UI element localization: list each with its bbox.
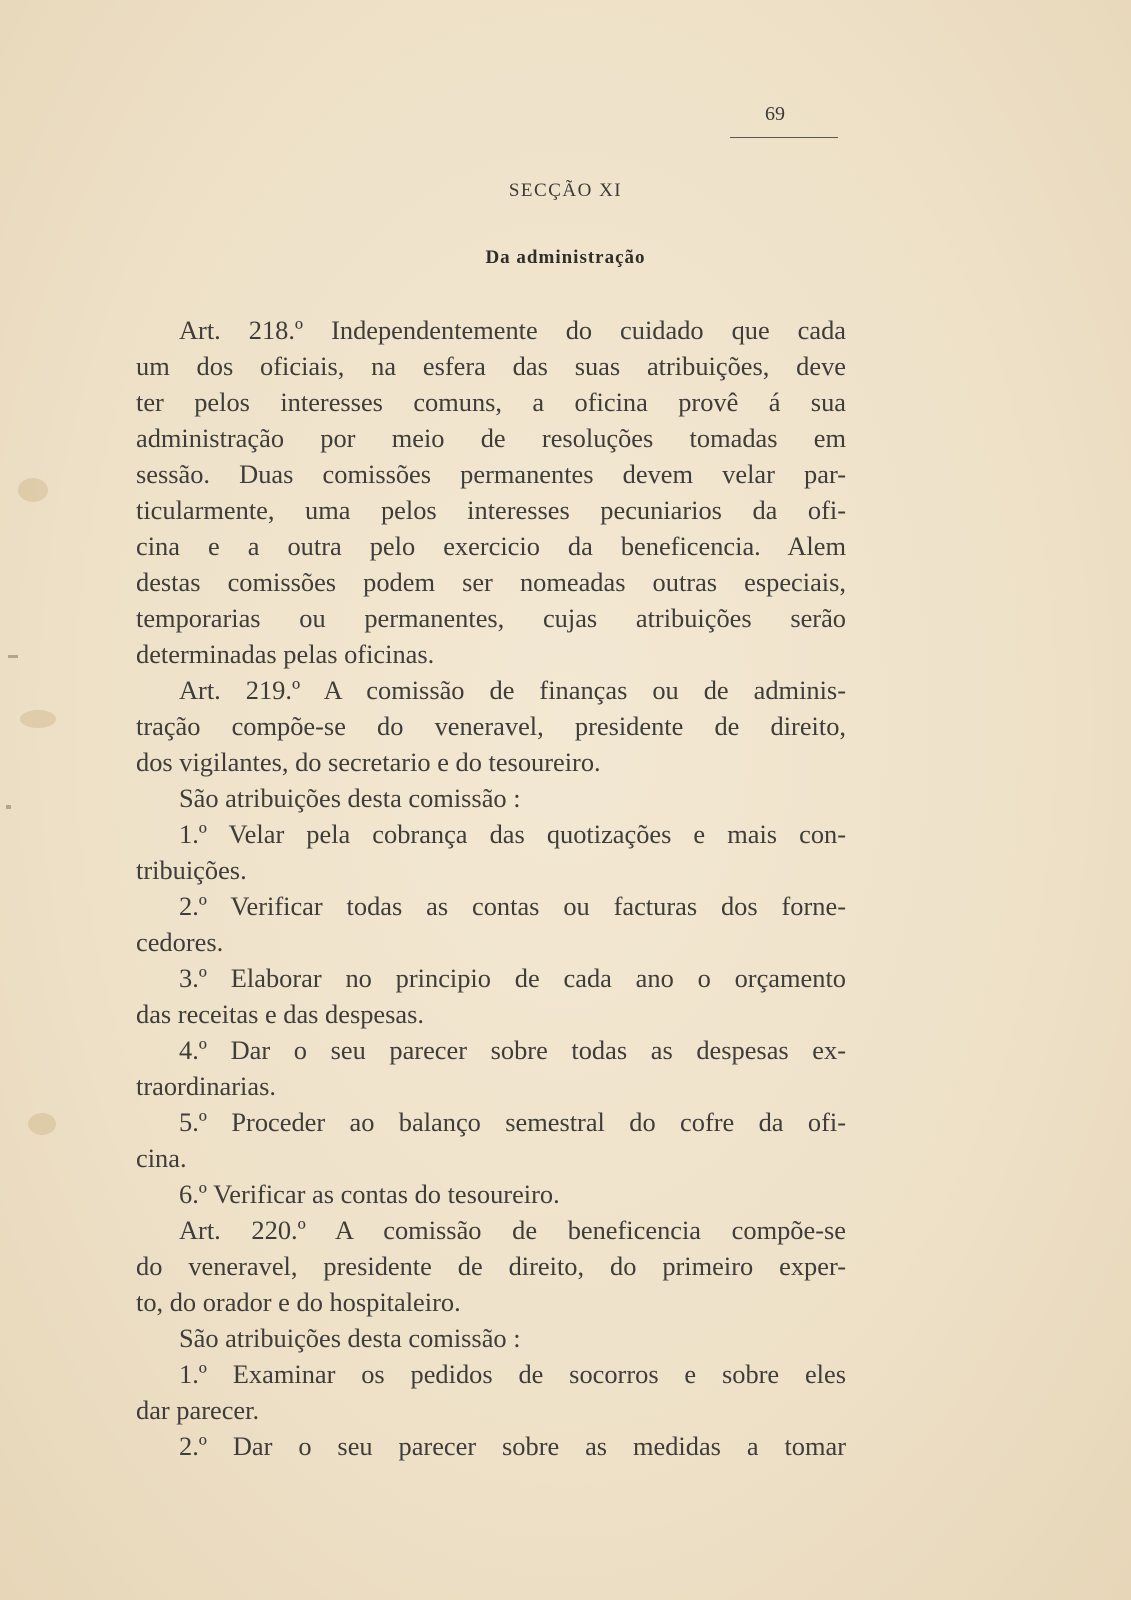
text-line: tribuições. — [136, 855, 247, 885]
section-title: SECÇÃO XI — [508, 180, 623, 201]
page-number: 69 — [765, 103, 785, 125]
text-line: dos vigilantes, do secretario e do tesoureiro. — [136, 747, 601, 777]
text-line: administração por meio de resoluções tomadas em — [136, 423, 846, 453]
binding-mark — [8, 655, 18, 658]
text-line: 5.º Proceder ao balanço semestral do cofre da ofi- — [179, 1107, 846, 1137]
text-line: cedores. — [136, 927, 224, 957]
text-line: 6.º Verificar as contas do tesoureiro. — [179, 1179, 560, 1209]
binding-mark — [6, 805, 11, 809]
text-line: sessão. Duas comissões permanentes devem velar par- — [136, 459, 846, 489]
text-line: Art. 219.º A comissão de finanças ou de adminis- — [179, 675, 846, 705]
text-line: Art. 218.º Independentemente do cuidado que cada — [179, 315, 846, 345]
text-line: 4.º Dar o seu parecer sobre todas as despesas ex- — [179, 1035, 846, 1065]
text-line: São atribuições desta comissão : — [179, 1323, 521, 1353]
text-line: to, do orador e do hospitaleiro. — [136, 1287, 461, 1317]
text-line: tração compõe-se do veneravel, presidente de direito, — [136, 711, 846, 741]
text-line: 3.º Elaborar no principio de cada ano o orçamento — [179, 963, 846, 993]
body-text — [136, 312, 846, 1464]
paper-hole-mark — [20, 710, 56, 728]
paper-hole-mark — [18, 478, 48, 502]
text-line: dar parecer. — [136, 1395, 260, 1425]
text-line: das receitas e das despesas. — [136, 999, 424, 1029]
text-line: temporarias ou permanentes, cujas atribuições serão — [136, 603, 846, 633]
paper-hole-mark — [28, 1113, 56, 1135]
text-line: 1.º Velar pela cobrança das quotizações e mais con- — [179, 819, 846, 849]
text-line: determinadas pelas oficinas. — [136, 639, 435, 669]
text-line: 2.º Verificar todas as contas ou facturas dos forne- — [179, 891, 846, 921]
page-number-rule — [730, 137, 838, 138]
text-line: Art. 220.º A comissão de beneficencia compõe-se — [179, 1215, 846, 1245]
text-line: 1.º Examinar os pedidos de socorros e sobre eles — [179, 1359, 846, 1389]
text-line: São atribuições desta comissão : — [179, 783, 521, 813]
text-line: do veneravel, presidente de direito, do primeiro exper- — [136, 1251, 846, 1281]
text-line: traordinarias. — [136, 1071, 276, 1101]
text-line: um dos oficiais, na esfera das suas atribuições, deve — [136, 351, 846, 381]
text-line: destas comissões podem ser nomeadas outras especiais, — [136, 567, 846, 597]
text-line: cina e a outra pelo exercicio da beneficencia. Alem — [136, 531, 846, 561]
text-line: 2.º Dar o seu parecer sobre as medidas a tomar — [179, 1431, 846, 1461]
section-subtitle: Da administração — [485, 247, 646, 268]
text-line: ticularmente, uma pelos interesses pecuniarios da ofi- — [136, 495, 846, 525]
text-line: cina. — [136, 1143, 187, 1173]
text-line: ter pelos interesses comuns, a oficina provê á sua — [136, 387, 846, 417]
